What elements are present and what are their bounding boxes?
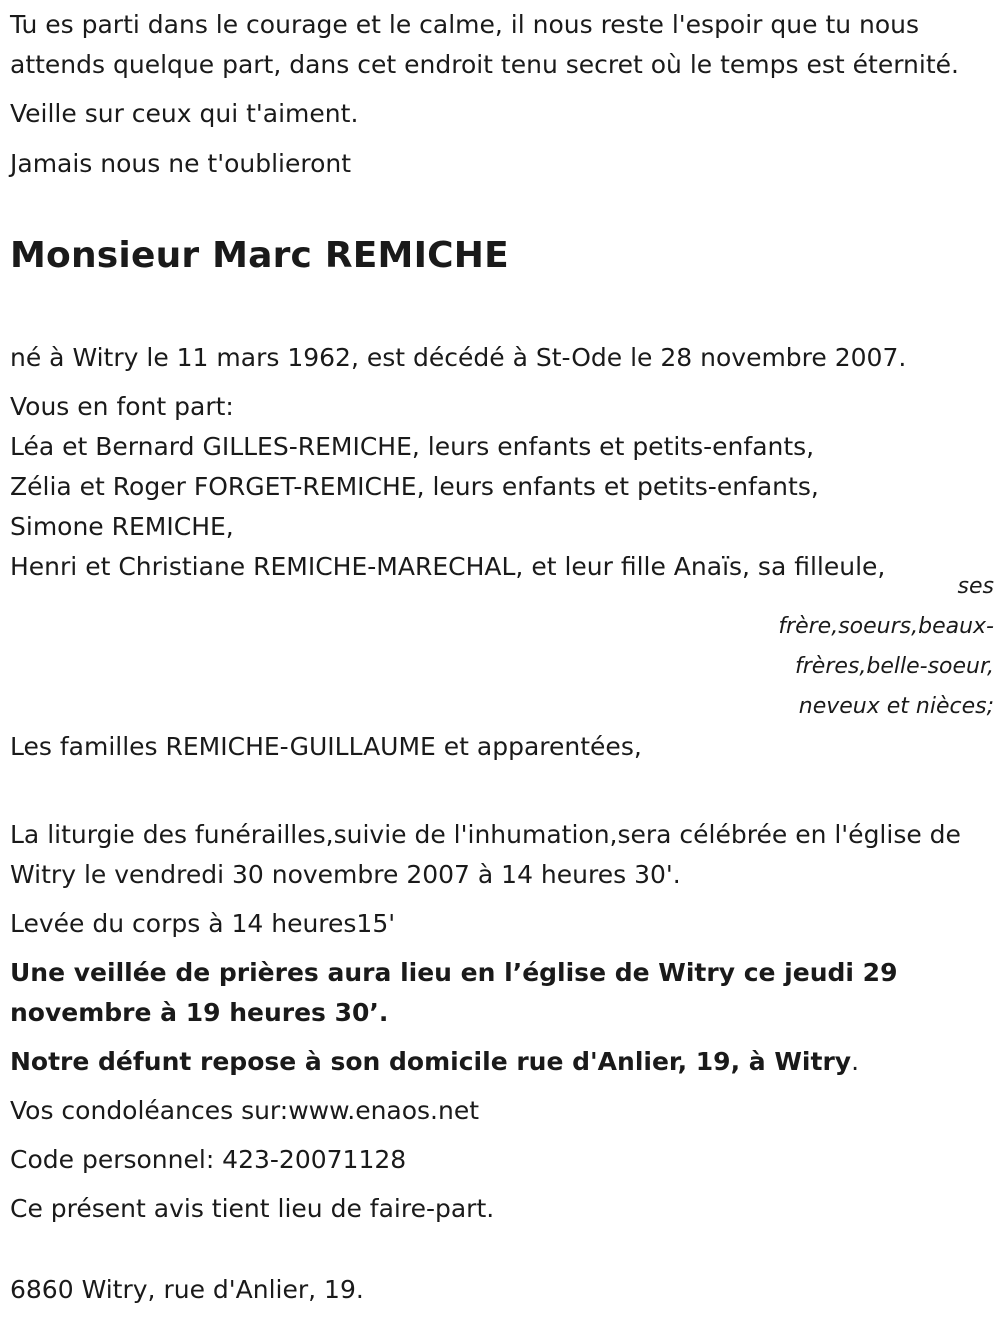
birth-death-line: né à Witry le 11 mars 1962, est décédé à St-Ode le 28 novembre 2007. <box>10 343 907 372</box>
rest-text <box>10 1042 992 1082</box>
levee-text: Levée du corps à 14 heures15' <box>10 909 396 938</box>
vigil-text: Une veillée de prières aura lieu en l’église de Witry ce jeudi 29 novembre à 19 heures 30’. <box>10 958 898 1027</box>
family-line-2: Zélia et Roger FORGET-REMICHE, leurs enfants et petits-enfants, <box>10 472 819 501</box>
relation-block <box>10 567 994 727</box>
announce-intro: Vous en font part: <box>10 392 234 421</box>
rest-end-text: . <box>851 1047 860 1076</box>
condolences-text: Vos condoléances sur:www.enaos.net <box>10 1096 480 1125</box>
rest-bold-text: Notre défunt repose à son domicile rue d'Anlier, 19, à Witry <box>10 1047 852 1076</box>
family-line-1: Léa et Bernard GILLES-REMICHE, leurs enfants et petits-enfants, <box>10 432 815 461</box>
family-line-4: Henri et Christiane REMICHE-MARECHAL, et leur fille Anaïs, sa filleule, <box>10 552 886 581</box>
poem-line-1: Tu es parti dans le courage et le calme, il nous reste l'espoir que tu nous attends quelque part, dans cet endroit tenu secret où le temps est éternité. <box>10 10 959 79</box>
family-line-3: Simone REMICHE, <box>10 512 234 541</box>
notice-text: Ce présent avis tient lieu de faire-part. <box>10 1194 495 1223</box>
relation-line-1: ses <box>957 574 994 599</box>
poem-line-3: Jamais nous ne t'oublieront <box>10 149 352 178</box>
poem-line-2: Veille sur ceux qui t'aiment. <box>10 99 359 128</box>
relation-line-2: frère,soeurs,beaux- <box>778 614 994 639</box>
families-line: Les familles REMICHE-GUILLAUME et apparentées, <box>10 732 642 761</box>
personal-code-text: Code personnel: 423-20071128 <box>10 1145 407 1174</box>
address-text: 6860 Witry, rue d'Anlier, 19. <box>10 1275 364 1304</box>
obituary-document <box>10 0 992 1310</box>
deceased-name: Monsieur Marc REMICHE <box>10 235 509 276</box>
relation-line-3: frères,belle-soeur, <box>795 654 994 679</box>
liturgy-text: La liturgie des funérailles,suivie de l'inhumation,sera célébrée en l'église de Witry le vendredi 30 novembre 2007 à 14 heures 30'. <box>10 820 961 889</box>
relation-line-4: neveux et nièces; <box>798 694 994 719</box>
